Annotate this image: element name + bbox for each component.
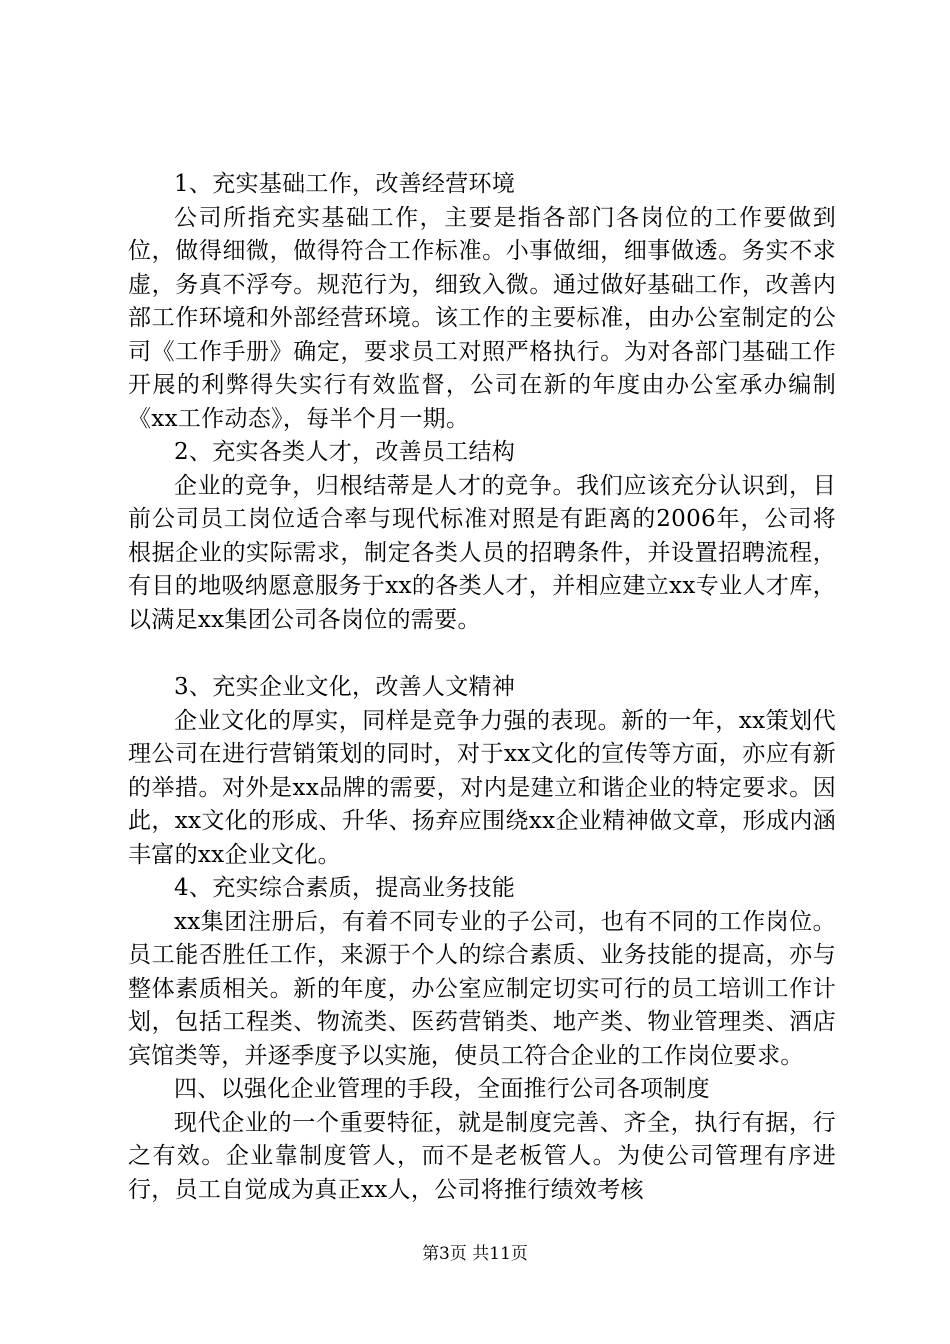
section-heading: 4、充实综合素质，提高业务技能 [174,875,516,901]
body-paragraph: 企业文化的厚实，同样是竞争力强的表现。新的一年，xx策划代理公司在进行营销策划的同时，对于xx文化的宣传等方面，亦应有新的举措。对外是xx品牌的需要，对内是建立和谐企业的特定要求。因此，xx文化的形成、升华、扬弃应围绕xx企业精神做文章，形成内涵丰富的xx企业文化。 [128,707,836,868]
section-heading: 四、以强化企业管理的手段，全面推行公司各项制度 [174,1076,710,1102]
body-paragraph: 现代企业的一个重要特征，就是制度完善、齐全，执行有据，行之有效。企业靠制度管人，而不是老板管人。为使公司管理有序进行，员工自觉成为真正xx人，公司将推行绩效考核 [128,1109,836,1203]
section-heading: 2、充实各类人才，改善员工结构 [174,439,516,465]
section-heading: 3、充实企业文化，改善人文精神 [174,674,516,700]
section-heading: 1、充实基础工作，改善经营环境 [174,171,516,197]
body-paragraph: 企业的竞争，归根结蒂是人才的竞争。我们应该充分认识到，目前公司员工岗位适合率与现代标准对照是有距离的2006年，公司将根据企业的实际需求，制定各类人员的招聘条件，并设置招聘流程，有目的地吸纳愿意服务于xx的各类人才，并相应建立xx专业人才库，以满足xx集团公司各岗位的需要。 [128,472,836,633]
paragraph-spacer [128,637,836,671]
page-footer: 第3页 共11页 [422,1244,528,1264]
body-paragraph: xx集团注册后，有着不同专业的子公司，也有不同的工作岗位。员工能否胜任工作，来源于个人的综合素质、业务技能的提高，亦与整体素质相关。新的年度，办公室应制定切实可行的员工培训工作计划，包括工程类、物流类、医药营销类、地产类、物业管理类、酒店宾馆类等，并逐季度予以实施，使员工符合企业的工作岗位要求。 [128,908,836,1069]
body-paragraph: 公司所指充实基础工作，主要是指各部门各岗位的工作要做到位，做得细微，做得符合工作标准。小事做细，细事做透。务实不求虚，务真不浮夸。规范行为，细致入微。通过做好基础工作，改善内部工作环境和外部经营环境。该工作的主要标准，由办公室制定的公司《工作手册》确定，要求员工对照严格执行。为对各部门基础工作开展的利弊得失实行有效监督，公司在新的年度由办公室承办编制《xx工作动态》，每半个月一期。 [128,204,836,432]
document-body [128,168,836,1207]
